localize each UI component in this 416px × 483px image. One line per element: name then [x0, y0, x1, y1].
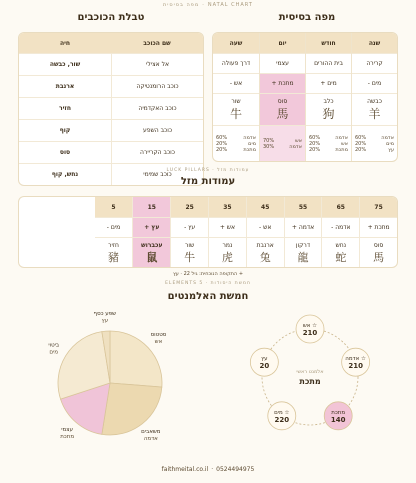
basic-map-card: [212, 32, 398, 162]
pie-label: משאבים: [141, 428, 161, 435]
animal-char: 狗: [322, 106, 335, 121]
luck-animal-char: 豬: [108, 251, 120, 264]
basic-map-col-head: יום: [260, 33, 305, 53]
percent-value: 60%: [216, 134, 228, 141]
elements-cycle-diagram: [220, 305, 400, 455]
basic-map-percent: [213, 125, 259, 161]
percent-element: מתכת: [243, 146, 256, 153]
elements-pie-chart: [20, 305, 200, 455]
pie-label: עצמי: [61, 427, 73, 434]
basic-map-percent: [306, 125, 351, 161]
luck-age: 5: [95, 197, 133, 217]
animal-name: סוס: [277, 97, 288, 105]
planets-row: [19, 53, 203, 75]
percent-value: 30%: [263, 143, 275, 150]
percent-value: 70%: [263, 137, 275, 144]
percent-element: מים: [248, 140, 256, 147]
basic-map-col-head: חודש: [306, 33, 351, 53]
basic-map-col-head: שעה: [213, 33, 259, 53]
pie-label: סטטוס: [150, 332, 167, 339]
planet-animal: נחש, קוף: [51, 171, 79, 178]
percent-element: אדמה: [335, 134, 348, 141]
planets-header: [19, 33, 203, 53]
percent-value: 20%: [355, 140, 367, 147]
luck-animal-name: עכברוש: [141, 242, 163, 249]
luck-animal-name: נמר: [222, 242, 233, 249]
percent-value: 20%: [309, 140, 321, 147]
planets-card: [18, 32, 204, 186]
planet-name: כוכב השפע: [111, 120, 203, 141]
planets-head-name: שם הכוכב: [143, 39, 171, 47]
percent-element: אש: [295, 137, 302, 144]
percent-row: [309, 147, 348, 153]
luck-age: 15: [133, 197, 170, 217]
percent-row: [355, 147, 394, 153]
top-header: מפה בסיסית · NATAL CHART: [0, 2, 416, 8]
cycle-node-value: 220: [274, 415, 290, 424]
pie-sublabel: אדמה: [143, 435, 158, 442]
luck-animal: [285, 237, 322, 268]
luck-animal: [247, 237, 284, 268]
animal-char: 牛: [230, 106, 243, 121]
pie-label: שפע כסף: [93, 311, 117, 318]
basic-map-percent: [352, 125, 397, 161]
cycle-node-value: 20: [259, 362, 270, 371]
pie-sublabel: מתכת: [60, 434, 75, 441]
pie-sublabel: עץ: [101, 318, 109, 325]
percent-value: 60%: [309, 134, 321, 141]
footer-phone[interactable]: 0524494975: [216, 466, 255, 473]
luck-element: מתכת +: [360, 217, 397, 237]
cycle-node-value: 140: [330, 415, 346, 424]
planet-animal: ארנבת: [55, 83, 75, 90]
planet-name: כוכב האקדמיה: [111, 98, 203, 119]
elements-caps: ELEMENTS 5 · חמשת היסודות: [165, 281, 251, 286]
luck-column: [132, 197, 170, 268]
pie-sublabel: מים: [49, 349, 59, 356]
planet-name: כוכב הקריירה: [111, 142, 203, 163]
luck-element: אדמה +: [285, 217, 322, 237]
basic-map-column: [259, 33, 305, 161]
pie-slice: [102, 383, 162, 435]
pie-sublabel: אש: [154, 339, 163, 346]
luck-animal-char: 蛇: [335, 251, 347, 264]
planet-name: אל אצילי: [111, 54, 203, 75]
luck-age: 55: [285, 197, 322, 217]
basic-map-animal: [213, 93, 259, 125]
planets-row: [19, 141, 203, 163]
basic-map-stem: בית ההורים: [306, 53, 351, 73]
percent-value: 20%: [309, 146, 321, 153]
luck-age: 65: [322, 197, 359, 217]
basic-map-col-head: שנה: [352, 33, 397, 53]
luck-caps: LUCK PILLARS · עמודות מזל: [166, 168, 250, 173]
basic-map-column: [351, 33, 397, 161]
luck-column: [208, 197, 246, 268]
animal-name: כבשה: [367, 97, 382, 105]
planets-row: [19, 97, 203, 119]
luck-animal-name: דרקון: [295, 242, 311, 249]
header-en: NATAL CHART: [207, 2, 253, 8]
luck-column: [359, 197, 397, 268]
percent-element: אש: [341, 140, 348, 147]
header-he: מפה בסיסית: [163, 2, 200, 8]
luck-title: עמודות מזל: [180, 176, 236, 187]
luck-animal-name: חזיר: [108, 242, 119, 249]
pie-label: ביטוי: [48, 342, 60, 349]
elements-title: חמשת האלמנטים: [167, 291, 249, 302]
cycle-node-value: 210: [348, 362, 363, 371]
luck-animal-name: שור: [184, 242, 195, 249]
planet-animal: סוס: [59, 149, 71, 156]
basic-map-stem: עצמי: [260, 53, 305, 73]
animal-name: כלב: [323, 97, 334, 105]
animal-char: 羊: [368, 106, 381, 121]
percent-row: [216, 147, 256, 153]
luck-age: 35: [209, 197, 246, 217]
luck-element: מים -: [95, 217, 133, 237]
luck-element: אש +: [209, 217, 246, 237]
cycle-node-label: עץ: [261, 356, 268, 363]
percent-element: אדמה: [381, 134, 394, 141]
luck-animal: [133, 237, 170, 268]
percent-element: עץ: [388, 146, 394, 153]
luck-element: עץ -: [171, 217, 208, 237]
current-period-note: התקופה הנוכחית: גיל 22 · עץ +: [172, 271, 244, 277]
luck-animal-name: ארנבת: [256, 242, 274, 249]
basic-map-branch: מים +: [306, 73, 351, 93]
percent-value: 20%: [355, 146, 367, 153]
basic-map-branch: אש -: [213, 73, 259, 93]
percent-value: 20%: [216, 146, 228, 153]
cycle-node-label: מתכת: [331, 409, 346, 416]
planets-title: טבלת הכוכבים: [77, 12, 145, 23]
luck-age: 25: [171, 197, 208, 217]
basic-map-animal: [352, 93, 397, 125]
footer-site[interactable]: faithmeital.co.il: [161, 466, 209, 473]
luck-element: אש -: [247, 217, 284, 237]
planets-row: [19, 75, 203, 97]
luck-column: [321, 197, 359, 268]
luck-animal: [209, 237, 246, 268]
basic-map-percent: [260, 125, 305, 161]
luck-animal-char: 虎: [221, 251, 233, 264]
luck-animal-char: 龍: [297, 251, 309, 264]
basic-map-animal: [260, 93, 305, 125]
percent-row: [263, 144, 302, 150]
luck-animal-name: סוס: [373, 242, 384, 249]
percent-value: 20%: [216, 140, 228, 147]
footer: faithmeital.co.il · 0524494975: [0, 466, 416, 473]
percent-element: מתכת: [335, 146, 348, 153]
luck-animal-char: 馬: [373, 251, 385, 264]
basic-map-animal: [306, 93, 351, 125]
cycle-node-label: אדמה ☆: [345, 356, 367, 363]
basic-map-column: [213, 33, 259, 161]
basic-map-stem: דרך פעולה: [213, 53, 259, 73]
luck-animal: [95, 237, 133, 268]
luck-column: [95, 197, 133, 268]
planet-name: כוכב הרומנטיקה: [111, 76, 203, 97]
luck-age: 45: [247, 197, 284, 217]
luck-animal: [322, 237, 359, 268]
cycle-node-label: מים ☆: [274, 409, 290, 416]
percent-value: 60%: [355, 134, 367, 141]
luck-column: [246, 197, 284, 268]
cycle-node-value: 210: [302, 329, 318, 337]
luck-animal: [171, 237, 208, 268]
basic-map-title: מפה בסיסית: [278, 12, 336, 23]
animal-name: שור: [231, 97, 241, 105]
cycle-center-caption: אלמנט ראשי: [296, 369, 324, 375]
cycle-node-label: אש ☆: [302, 323, 318, 329]
luck-animal-char: 兔: [259, 251, 271, 264]
percent-element: מים: [386, 140, 394, 147]
luck-age: 75: [360, 197, 397, 217]
luck-column: [284, 197, 322, 268]
basic-map-branch: מים -: [352, 73, 397, 93]
luck-animal-char: 鼠: [146, 251, 158, 264]
luck-animal-char: 牛: [184, 251, 196, 264]
luck-card: [18, 196, 398, 268]
planet-animal: קוף: [59, 127, 71, 134]
basic-map-stem: קרירה: [352, 53, 397, 73]
planets-head-animal: חיה: [60, 39, 71, 47]
luck-element: אדמה -: [322, 217, 359, 237]
luck-animal-name: נחש: [335, 242, 347, 249]
percent-element: אדמה: [243, 134, 256, 141]
planet-animal: חזיר: [59, 105, 71, 112]
basic-map-branch: מתכת +: [260, 73, 305, 93]
luck-animal: [360, 237, 397, 268]
luck-element: עץ +: [133, 217, 170, 237]
basic-map-column: [305, 33, 351, 161]
animal-char: 馬: [276, 106, 289, 121]
planets-row: [19, 119, 203, 141]
percent-element: אדמה: [289, 143, 302, 150]
planet-name: כוכב שמימי: [111, 164, 203, 185]
luck-column: [170, 197, 208, 268]
planet-animal: שור, כבשה: [49, 61, 81, 68]
cycle-center-element: מתכת: [299, 377, 321, 386]
